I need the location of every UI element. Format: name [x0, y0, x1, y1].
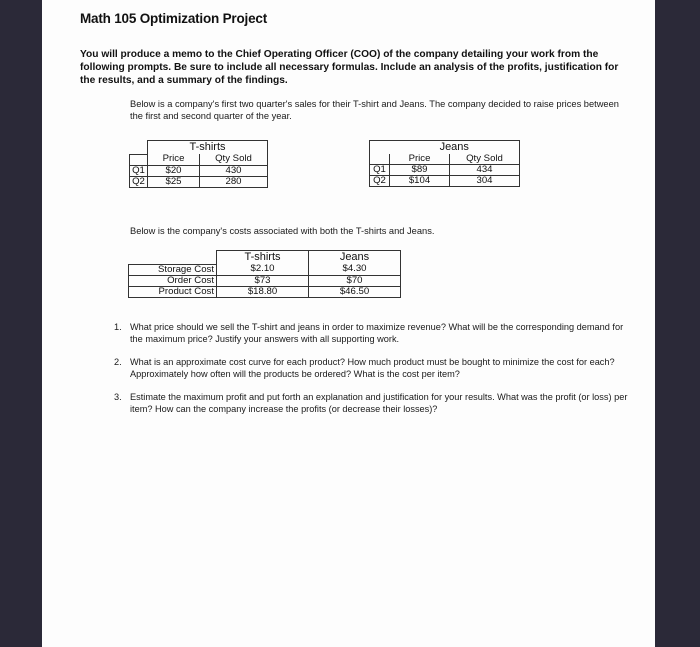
jeans-q1-label: Q1 [370, 165, 390, 176]
jeans-sales-table [369, 140, 520, 187]
jeans-q2-qty: 304 [450, 176, 520, 187]
jeans-q1-price: $89 [390, 165, 450, 176]
storage-cost-tshirts: $2.10 [217, 264, 309, 275]
product-cost-tshirts: $18.80 [217, 286, 309, 297]
question-item [114, 357, 634, 380]
storage-cost-jeans: $4.30 [309, 264, 401, 275]
tshirts-sales-table [129, 140, 268, 188]
tshirts-q2-qty: 280 [200, 176, 268, 187]
jeans-q1-qty: 434 [450, 165, 520, 176]
question-item [114, 392, 634, 415]
tshirts-price-header: Price [148, 154, 200, 165]
question-item [114, 322, 634, 345]
question-text: Estimate the maximum profit and put forth an explanation and justification for your results. What was the profit (or loss) per item? How can the company increase the profits (or decrease their losses)? [130, 392, 628, 414]
order-cost-label: Order Cost [129, 275, 217, 286]
product-cost-label: Product Cost [129, 286, 217, 297]
question-text: What price should we sell the T-shirt and jeans in order to maximize revenue? What will be the corresponding demand for the maximum price? Justify your answers with all supporting work. [130, 322, 624, 344]
tshirts-q1-label: Q1 [130, 165, 148, 176]
jeans-title: Jeans [390, 141, 520, 155]
costs-table [128, 250, 401, 298]
costs-intro-paragraph: Below is the company's costs associated with both the T-shirts and Jeans. [130, 226, 435, 236]
question-text: What is an approximate cost curve for each product? How much product must be bought to minimize the cost for each? Approximately how often will the products be ordered? What is the cost per item? [130, 357, 615, 379]
tshirts-qty-header: Qty Sold [200, 154, 268, 165]
jeans-qty-header: Qty Sold [450, 154, 520, 165]
page-title: Math 105 Optimization Project [80, 11, 267, 26]
tshirts-q2-price: $25 [148, 176, 200, 187]
tshirts-q1-qty: 430 [200, 165, 268, 176]
question-number: 1. [114, 322, 122, 332]
question-number: 2. [114, 357, 122, 367]
tshirts-q2-label: Q2 [130, 176, 148, 187]
question-list [114, 322, 634, 427]
storage-cost-label: Storage Cost [129, 264, 217, 275]
jeans-price-header: Price [390, 154, 450, 165]
costs-jeans-header: Jeans [309, 251, 401, 265]
tshirts-q1-price: $20 [148, 165, 200, 176]
order-cost-jeans: $70 [309, 275, 401, 286]
left-dark-margin [0, 0, 42, 647]
costs-tshirts-header: T-shirts [217, 251, 309, 265]
tshirts-title: T-shirts [148, 141, 268, 155]
jeans-q2-label: Q2 [370, 176, 390, 187]
intro-paragraph: You will produce a memo to the Chief Operating Officer (COO) of the company detailing your work from the following prompts. Be sure to include all necessary formulas. Include an analysis of the profits, justification for the results, and a summary of the findings. [80, 49, 619, 86]
order-cost-tshirts: $73 [217, 275, 309, 286]
document-page [42, 0, 655, 647]
right-dark-margin [655, 0, 700, 647]
question-number: 3. [114, 392, 122, 402]
product-cost-jeans: $46.50 [309, 286, 401, 297]
jeans-q2-price: $104 [390, 176, 450, 187]
sales-intro-paragraph: Below is a company's first two quarter's sales for their T-shirt and Jeans. The company decided to raise prices between the first and second quarter of the year. [130, 99, 619, 121]
